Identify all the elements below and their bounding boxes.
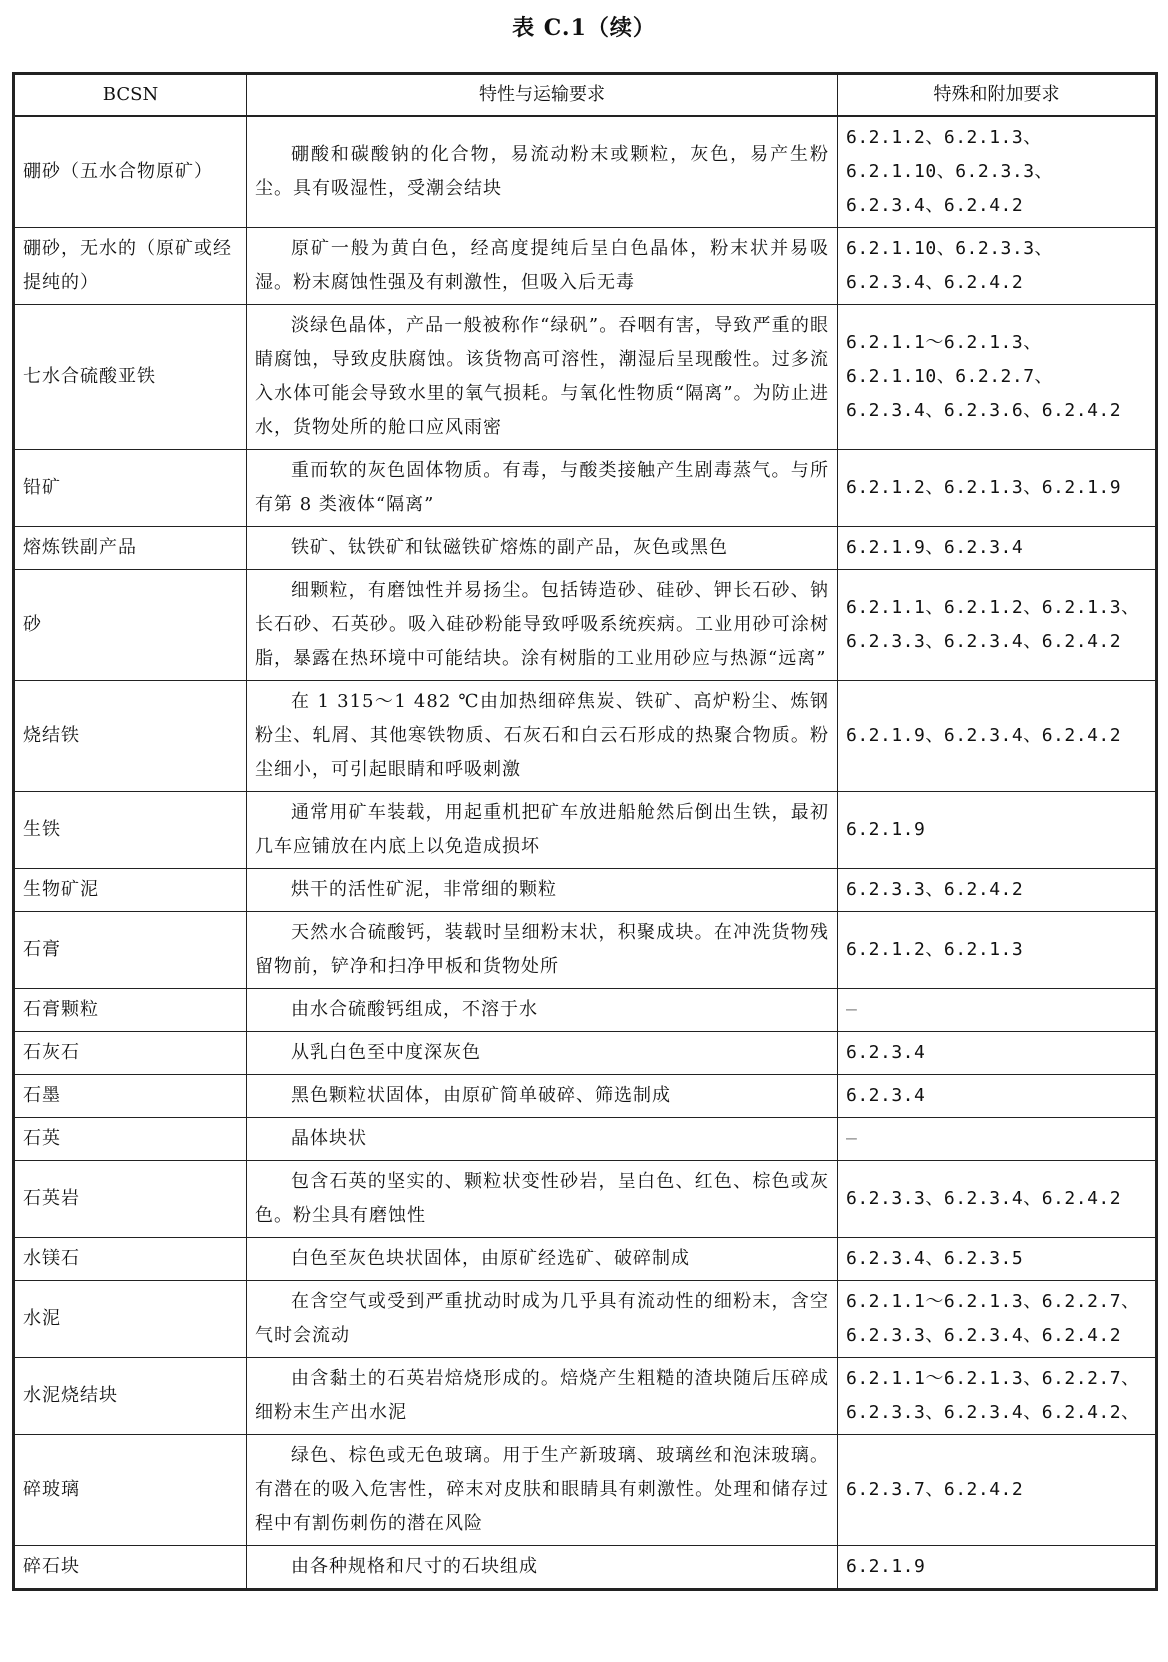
requirements-cell: 6.2.3.3、6.2.3.4、6.2.4.2 bbox=[838, 1161, 1157, 1238]
cargo-name-cell: 石膏颗粒 bbox=[14, 989, 247, 1032]
table-row bbox=[14, 912, 1157, 989]
requirements-cell: 6.2.1.2、6.2.1.3 bbox=[838, 912, 1157, 989]
table-row bbox=[14, 305, 1157, 450]
requirements-cell: — bbox=[838, 989, 1157, 1032]
table-row bbox=[14, 1118, 1157, 1161]
requirements-cell: 6.2.3.7、6.2.4.2 bbox=[838, 1435, 1157, 1546]
cargo-name-cell: 生物矿泥 bbox=[14, 869, 247, 912]
cargo-name-cell: 石墨 bbox=[14, 1075, 247, 1118]
cargo-name-cell: 铅矿 bbox=[14, 450, 247, 527]
table-row bbox=[14, 681, 1157, 792]
cargo-name-cell: 碎石块 bbox=[14, 1546, 247, 1590]
cargo-name-cell: 砂 bbox=[14, 570, 247, 681]
properties-cell: 白色至灰色块状固体，由原矿经选矿、破碎制成 bbox=[247, 1238, 838, 1281]
properties-cell: 由各种规格和尺寸的石块组成 bbox=[247, 1546, 838, 1590]
requirements-cell: 6.2.3.4 bbox=[838, 1075, 1157, 1118]
properties-cell: 通常用矿车装载，用起重机把矿车放进船舱然后倒出生铁，最初几车应铺放在内底上以免造成损坏 bbox=[247, 792, 838, 869]
requirements-cell: 6.2.1.9 bbox=[838, 792, 1157, 869]
table-row bbox=[14, 1435, 1157, 1546]
properties-cell: 铁矿、钛铁矿和钛磁铁矿熔炼的副产品，灰色或黑色 bbox=[247, 527, 838, 570]
properties-cell: 重而软的灰色固体物质。有毒，与酸类接触产生剧毒蒸气。与所有第 8 类液体“隔离” bbox=[247, 450, 838, 527]
column-header-bcsn: BCSN bbox=[14, 74, 247, 117]
table-row bbox=[14, 527, 1157, 570]
properties-cell: 硼酸和碳酸钠的化合物，易流动粉末或颗粒，灰色，易产生粉尘。具有吸湿性，受潮会结块 bbox=[247, 116, 838, 228]
requirements-cell: 6.2.1.10、6.2.3.3、6.2.3.4、6.2.4.2 bbox=[838, 228, 1157, 305]
cargo-name-cell: 水镁石 bbox=[14, 1238, 247, 1281]
cargo-name-cell: 硼砂，无水的（原矿或经提纯的） bbox=[14, 228, 247, 305]
requirements-cell: 6.2.1.9、6.2.3.4 bbox=[838, 527, 1157, 570]
properties-cell: 天然水合硫酸钙，装载时呈细粉末状，积聚成块。在冲洗货物残留物前，铲净和扫净甲板和货物处所 bbox=[247, 912, 838, 989]
table-row bbox=[14, 116, 1157, 228]
table-row bbox=[14, 869, 1157, 912]
requirements-cell: 6.2.1.1～6.2.1.3、6.2.1.10、6.2.2.7、6.2.3.4、6.2.3.6、6.2.4.2 bbox=[838, 305, 1157, 450]
properties-cell: 淡绿色晶体，产品一般被称作“绿矾”。吞咽有害，导致严重的眼睛腐蚀，导致皮肤腐蚀。该货物高可溶性，潮湿后呈现酸性。过多流入水体可能会导致水里的氧气损耗。与氧化性物质“隔离”。为防止进水，货物处所的舱口应风雨密 bbox=[247, 305, 838, 450]
requirements-cell: 6.2.1.1～6.2.1.3、6.2.2.7、6.2.3.3、6.2.3.4、6.2.4.2 bbox=[838, 1281, 1157, 1358]
requirements-cell: 6.2.1.2、6.2.1.3、6.2.1.10、6.2.3.3、6.2.3.4、6.2.4.2 bbox=[838, 116, 1157, 228]
page-title: 表 C.1（续） bbox=[512, 15, 656, 41]
requirements-cell: 6.2.1.9、6.2.3.4、6.2.4.2 bbox=[838, 681, 1157, 792]
requirements-cell: 6.2.1.9 bbox=[838, 1546, 1157, 1590]
cargo-name-cell: 石灰石 bbox=[14, 1032, 247, 1075]
properties-cell: 从乳白色至中度深灰色 bbox=[247, 1032, 838, 1075]
table-row bbox=[14, 450, 1157, 527]
table-row bbox=[14, 1281, 1157, 1358]
table-row bbox=[14, 570, 1157, 681]
requirements-cell: 6.2.1.1～6.2.1.3、6.2.2.7、6.2.3.3、6.2.3.4、6.2.4.2、 bbox=[838, 1358, 1157, 1435]
properties-cell: 包含石英的坚实的、颗粒状变性砂岩，呈白色、红色、棕色或灰色。粉尘具有磨蚀性 bbox=[247, 1161, 838, 1238]
properties-cell: 在含空气或受到严重扰动时成为几乎具有流动性的细粉末，含空气时会流动 bbox=[247, 1281, 838, 1358]
cargo-name-cell: 石膏 bbox=[14, 912, 247, 989]
properties-cell: 由水合硫酸钙组成，不溶于水 bbox=[247, 989, 838, 1032]
requirements-cell: 6.2.3.4、6.2.3.5 bbox=[838, 1238, 1157, 1281]
cargo-table bbox=[12, 72, 1158, 1591]
table-row bbox=[14, 1075, 1157, 1118]
requirements-cell: 6.2.3.4 bbox=[838, 1032, 1157, 1075]
table-row bbox=[14, 792, 1157, 869]
table-row bbox=[14, 1238, 1157, 1281]
properties-cell: 黑色颗粒状固体，由原矿简单破碎、筛选制成 bbox=[247, 1075, 838, 1118]
requirements-cell: 6.2.1.1、6.2.1.2、6.2.1.3、6.2.3.3、6.2.3.4、6.2.4.2 bbox=[838, 570, 1157, 681]
column-header-properties: 特性与运输要求 bbox=[247, 74, 838, 117]
properties-cell: 晶体块状 bbox=[247, 1118, 838, 1161]
requirements-cell: 6.2.3.3、6.2.4.2 bbox=[838, 869, 1157, 912]
cargo-name-cell: 水泥烧结块 bbox=[14, 1358, 247, 1435]
cargo-name-cell: 硼砂（五水合物原矿） bbox=[14, 116, 247, 228]
cargo-name-cell: 石英岩 bbox=[14, 1161, 247, 1238]
table-row bbox=[14, 1161, 1157, 1238]
table-header-row bbox=[14, 74, 1157, 117]
requirements-cell: 6.2.1.2、6.2.1.3、6.2.1.9 bbox=[838, 450, 1157, 527]
properties-cell: 由含黏土的石英岩焙烧形成的。焙烧产生粗糙的渣块随后压碎成细粉末生产出水泥 bbox=[247, 1358, 838, 1435]
cargo-name-cell: 生铁 bbox=[14, 792, 247, 869]
table-row bbox=[14, 228, 1157, 305]
table-row bbox=[14, 1546, 1157, 1590]
table-row bbox=[14, 989, 1157, 1032]
cargo-name-cell: 碎玻璃 bbox=[14, 1435, 247, 1546]
cargo-name-cell: 熔炼铁副产品 bbox=[14, 527, 247, 570]
properties-cell: 烘干的活性矿泥，非常细的颗粒 bbox=[247, 869, 838, 912]
cargo-name-cell: 石英 bbox=[14, 1118, 247, 1161]
table-row bbox=[14, 1032, 1157, 1075]
cargo-name-cell: 水泥 bbox=[14, 1281, 247, 1358]
properties-cell: 原矿一般为黄白色，经高度提纯后呈白色晶体，粉末状并易吸湿。粉末腐蚀性强及有刺激性，但吸入后无毒 bbox=[247, 228, 838, 305]
properties-cell: 绿色、棕色或无色玻璃。用于生产新玻璃、玻璃丝和泡沫玻璃。有潜在的吸入危害性，碎末对皮肤和眼睛具有刺激性。处理和储存过程中有割伤刺伤的潜在风险 bbox=[247, 1435, 838, 1546]
requirements-cell: — bbox=[838, 1118, 1157, 1161]
table-row bbox=[14, 1358, 1157, 1435]
cargo-name-cell: 烧结铁 bbox=[14, 681, 247, 792]
properties-cell: 细颗粒，有磨蚀性并易扬尘。包括铸造砂、硅砂、钾长石砂、钠长石砂、石英砂。吸入硅砂粉能导致呼吸系统疾病。工业用砂可涂树脂，暴露在热环境中可能结块。涂有树脂的工业用砂应与热源“远离” bbox=[247, 570, 838, 681]
column-header-requirements: 特殊和附加要求 bbox=[838, 74, 1157, 117]
cargo-name-cell: 七水合硫酸亚铁 bbox=[14, 305, 247, 450]
properties-cell: 在 1 315～1 482 ℃由加热细碎焦炭、铁矿、高炉粉尘、炼钢粉尘、轧屑、其他寒铁物质、石灰石和白云石形成的热聚合物质。粉尘细小，可引起眼睛和呼吸刺激 bbox=[247, 681, 838, 792]
